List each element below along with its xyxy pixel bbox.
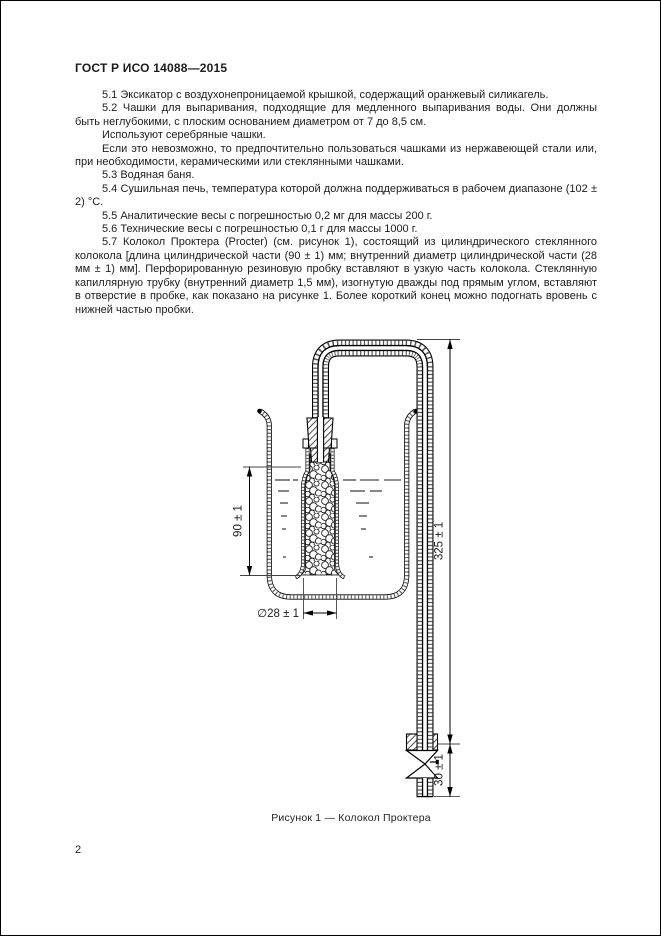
dim-label-325: 325 ± 1: [433, 521, 446, 561]
body-paragraph: 5.1 Эксикатор с воздухонепроницаемой крышкой, содержащий оранжевый силикагель.: [102, 89, 549, 101]
body-paragraph: 5.6 Технические весы с погрешностью 0,1 г для массы 1000 г.: [102, 223, 418, 236]
rubber-stopper: [307, 417, 333, 463]
standard-number-header: ГОСТ Р ИСО 14088—2015: [75, 61, 228, 75]
page-number: 2: [75, 844, 82, 856]
body-paragraph: 5.7 Колокол Проктера (Procter) (см. рисунок 1), состоящий из цилиндрического стеклянного колокола [длина цилиндрической части (90 ± 1) мм; внутренний диаметр цилиндрической части (28 мм ± 1) мм]. Перфорированную резиновую пробку вставляют в узкую часть колокола. Стеклянную капиллярную трубку (внутренний диаметр 1,5 мм), изогнутую дважды под прямым углом, вставляют в отверстие в пробке, как показано на рисунке 1. Более короткий конец можно подогнать вровень с нижней частью пробки.: [75, 236, 597, 316]
procter-bell-figure: [1, 1, 661, 936]
body-paragraph: Используют серебряные чашки.: [102, 129, 266, 142]
body-paragraph: 5.3 Водяная баня.: [102, 169, 195, 182]
dimension-tip-length: [434, 744, 461, 797]
dim-label-30: 30 ± 1: [433, 754, 446, 786]
dim-label-28: ∅28 ± 1: [257, 608, 299, 620]
body-paragraph: Если это невозможно, то предпочтительно пользоваться чашками из нержавеющей стали или, при необходимости, керамическими или стеклянными чашками.: [75, 142, 597, 169]
dim-label-90: 90 ± 1: [232, 505, 245, 537]
body-paragraph: 5.4 Сушильная печь, температура которой должна поддерживаться в рабочем диапазоне (102 ± 2) °С.: [75, 182, 597, 209]
body-paragraph: 5.2 Чашки для выпаривания, подходящие для медленного выпаривания воды. Они должны быть неглубокими, с плоским основанием диаметром от 7 до 8,5 см.: [75, 102, 597, 128]
body-paragraph: 5.5 Аналитические весы с погрешностью 0,2 мг для массы 200 г.: [102, 209, 433, 222]
figure-caption: Рисунок 1 — Колокол Проктера: [271, 812, 431, 824]
